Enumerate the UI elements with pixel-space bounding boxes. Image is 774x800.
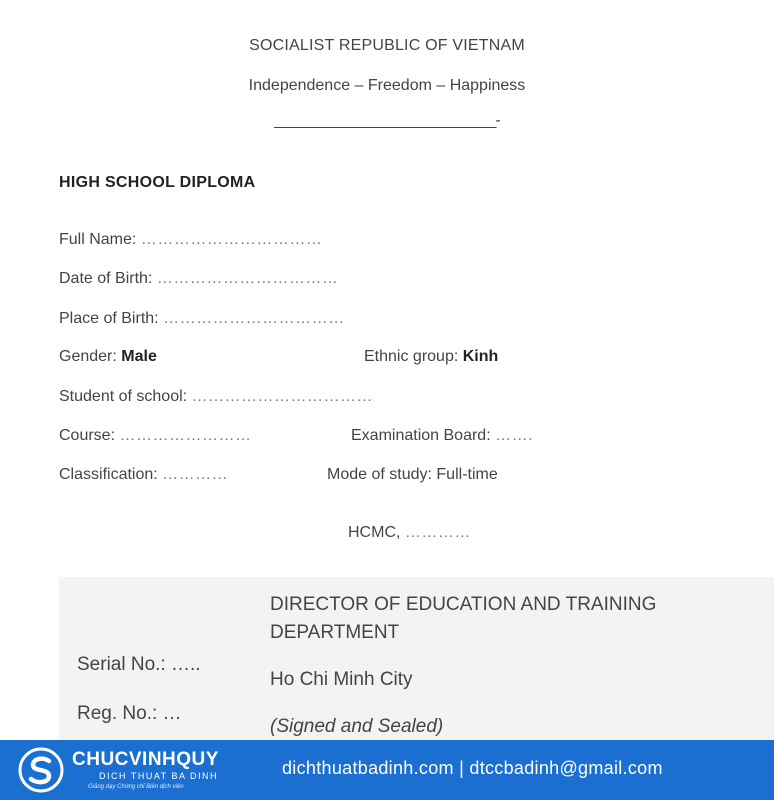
examination-board-field <box>351 427 533 445</box>
brand-subtitle: DICH THUAT BA DINH <box>99 771 219 781</box>
footer-bar <box>0 740 774 800</box>
full-name-label: Full Name: <box>59 231 137 248</box>
course-field <box>59 427 251 445</box>
place-of-birth-field <box>59 310 345 328</box>
header-rule: ____________________________- <box>274 112 500 129</box>
contact-info: dichthuatbadinh.com | dtccbadinh@gmail.com <box>282 758 663 778</box>
mode-of-study-label: Mode of study: <box>327 466 432 483</box>
registration-number: Reg. No.: … <box>77 703 182 724</box>
examination-board-label: Examination Board: <box>351 427 491 444</box>
student-of-school-value: …………………………… <box>191 388 374 405</box>
course-label: Course: <box>59 427 116 444</box>
ethnic-group-label: Ethnic group: <box>364 348 459 365</box>
place-date-field <box>348 524 471 542</box>
gender-field <box>59 348 157 366</box>
course-value: …………………… <box>119 427 252 444</box>
signature-panel <box>59 577 774 740</box>
place-of-birth-label: Place of Birth: <box>59 310 159 327</box>
brand-name: CHUCVINHQUY <box>72 749 219 770</box>
ethnic-group-field <box>364 348 498 366</box>
place-of-birth-value: …………………………… <box>163 310 345 327</box>
ethnic-group-value: Kinh <box>462 348 499 365</box>
serial-number: Serial No.: ….. <box>77 654 201 675</box>
date-of-birth-field <box>59 270 338 288</box>
mode-of-study-field <box>327 466 498 484</box>
document-title: HIGH SCHOOL DIPLOMA <box>59 174 256 191</box>
student-of-school-field <box>59 388 373 406</box>
full-name-field <box>59 231 322 249</box>
director-title-line2: DEPARTMENT <box>270 622 400 643</box>
signed-sealed-note: (Signed and Sealed) <box>270 716 444 737</box>
date-of-birth-value: …………………………… <box>156 270 339 287</box>
gender-value: Male <box>121 348 157 365</box>
place-date-value: ………… <box>404 524 471 541</box>
date-of-birth-label: Date of Birth: <box>59 270 153 287</box>
mode-of-study-value: Full-time <box>436 466 498 483</box>
place-date-label: HCMC, <box>348 524 401 541</box>
gender-label: Gender: <box>59 348 117 365</box>
national-motto: Independence – Freedom – Happiness <box>248 77 526 94</box>
classification-value: ………… <box>162 466 229 483</box>
examination-board-value: ……. <box>495 427 534 444</box>
student-of-school-label: Student of school: <box>59 388 188 405</box>
classification-label: Classification: <box>59 466 158 483</box>
country-heading: SOCIALIST REPUBLIC OF VIETNAM <box>249 37 525 54</box>
s-swoosh-logo-icon <box>18 747 64 793</box>
full-name-value: …………………………… <box>140 231 323 248</box>
director-title-line1: DIRECTOR OF EDUCATION AND TRAINING <box>270 594 657 615</box>
city-line: Ho Chi Minh City <box>270 669 413 690</box>
classification-field <box>59 466 228 484</box>
brand-tagline: Giảng dạy Chứng chỉ Biên dịch viên <box>88 784 184 790</box>
